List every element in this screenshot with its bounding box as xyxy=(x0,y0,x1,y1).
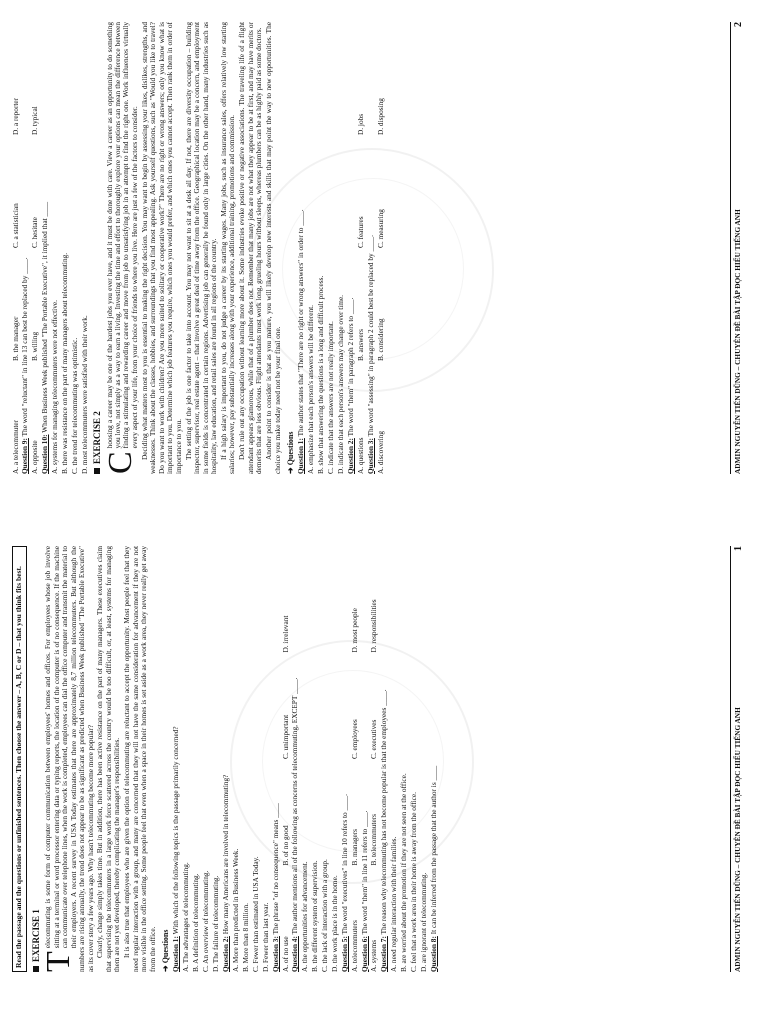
answer-option[interactable]: B. answers xyxy=(356,328,366,361)
answer-option[interactable]: C. a statistician xyxy=(11,203,20,248)
question-text: When Business Week published "The Portable Executive", it implied that ____ xyxy=(39,201,49,433)
question-text: The author states that "There are no right or wrong answers" in order to ____. xyxy=(296,209,306,437)
answer-options xyxy=(31,22,39,474)
question-list xyxy=(297,22,385,474)
answer-option[interactable]: D. are ignorant of telecommuting. xyxy=(418,872,428,972)
question-item xyxy=(430,546,438,972)
question-text: The reason why telecommuting has not become popular is that the employees ____. xyxy=(378,689,388,935)
answer-options xyxy=(377,22,385,474)
page-1 xyxy=(0,512,768,1024)
question-item xyxy=(361,546,379,972)
paragraph: If a high salary is important to you, do not judge a career by its starting wages. Many jobs, such as insurance sales, offers relatively low starting salaries; however, pay substantially increases along with your experience, additional training, promotions and commission. xyxy=(218,22,237,474)
answer-option[interactable]: B. the different system of supervision. xyxy=(310,860,320,972)
answer-option[interactable]: C. An overview of telecommuting. xyxy=(201,870,211,972)
answer-option[interactable]: C. unimportant xyxy=(280,714,290,759)
question-number: Question 6: xyxy=(359,936,369,972)
paragraph: Don't rule out any occupation without learning more about it. Some industries evoke positive or negative associations. The traveling life of a flight attendant appears glamorous, while that of a plumber does not. Remember that many jobs are not what they appear to be at first, and may have merits or demerits that are less obvious. Flight attendants must work long, grueling hours without sleeps, whereas plumbers can be as highly paid as some doctors. xyxy=(237,22,264,474)
question-item xyxy=(297,22,345,474)
question-number: Question 2: xyxy=(346,438,356,474)
question-stem xyxy=(222,546,230,972)
answer-option[interactable]: D. jobs xyxy=(356,113,366,135)
paragraph: It is also true that employees who are given the option of telecommuting are reluctant to accept the opportunity. Most people feel that they need regular interaction with a group, and many are concerned that they will not have the same consideration for advancement if they are not more visible in the office setting. Some people feel that even when a space in their homes is set aside as a work area, they never really get away from the office. xyxy=(122,546,157,972)
question-item xyxy=(222,546,270,972)
paragraph-text: elecommuting is some form of computer communication between employees' homes and offices. For employees whose job involve sitting at a terminal or word processor entering data or typing reports, the location of the computer is of no consequence. If the machine can communicate over telephone lines, when the work is completed, employees can dial the office computer and transmit the material to their employers. A recent survey in USA Today estimates that there are approximately 8,7 million telecommuters. But although the numbers are rising annually, the trend does not appear to be as significant as predicted when Business Week published "The Portable Executive" as its cover story a few years ago. Why hasn't telecommuting become more popular? xyxy=(43,546,95,972)
question-number: Question 1: xyxy=(296,438,306,474)
answer-option[interactable]: D. disposing xyxy=(375,98,385,135)
answer-option[interactable]: D. indicate that each person's answers may change over time. xyxy=(336,294,346,474)
questions-heading: ➜ Questions xyxy=(161,929,171,972)
question-stem xyxy=(297,22,305,474)
answer-option[interactable]: A. need regular interaction with their families. xyxy=(388,836,398,972)
answer-option[interactable]: C. hesitate xyxy=(30,217,40,248)
question-text: The author mentions all of the following as concerns of telecommuting, EXCEPT ____. xyxy=(290,677,300,935)
question-text: The word "reluctant" in line 13 can best be replaced by ____. xyxy=(20,257,30,437)
question-text: How many Americans are involved in telecommuting? xyxy=(221,774,231,935)
answer-options xyxy=(282,546,290,972)
answer-option[interactable]: D. the work place is in the home. xyxy=(330,875,340,972)
answer-option[interactable]: B. considering xyxy=(375,318,385,361)
instruction-box: Read the passage and the questions or unfinished sentences. Then choose the answer – A, B, C or D – that you think fits best. xyxy=(12,546,27,972)
question-text: The word "them" in line 11 refers to ____. xyxy=(359,810,369,935)
square-bullet-icon xyxy=(94,468,100,474)
answer-option[interactable]: D. a reporter xyxy=(11,97,20,135)
answer-option[interactable]: D. The failure of telecommuting. xyxy=(211,875,221,972)
answer-option[interactable]: B. there was resistance on the part of many managers about telecommuting. xyxy=(59,252,69,474)
answer-option[interactable]: A. questions xyxy=(356,437,366,474)
answer-option[interactable]: A. opposite xyxy=(30,440,40,474)
answer-option[interactable]: B. of no good xyxy=(280,825,290,866)
question-stem xyxy=(172,546,180,972)
question-stem xyxy=(21,22,29,474)
question-number: Question 5: xyxy=(340,936,350,972)
question-text: It can be inferred from the passage that the author is ____ xyxy=(428,765,438,935)
page-2-column xyxy=(12,22,716,474)
paragraph xyxy=(40,546,95,972)
question-item xyxy=(367,22,385,474)
paragraph xyxy=(101,22,140,474)
question-text: The phrase "of no consequence" means ____ xyxy=(270,803,280,935)
answer-option[interactable]: B. A definition of telecommuting. xyxy=(191,873,201,972)
answer-option[interactable]: D. most telecommuters were satisfied with their work. xyxy=(79,315,89,474)
page-1-column xyxy=(12,546,716,972)
questions-title: Questions xyxy=(286,431,296,466)
question-stem xyxy=(380,546,388,972)
answer-option[interactable]: C. measuring xyxy=(375,209,385,248)
question-number: Question 4: xyxy=(290,936,300,972)
answer-option[interactable]: A. systems for managing telecommuters were not effective. xyxy=(49,300,59,474)
answer-option[interactable]: D. typical xyxy=(30,106,40,135)
square-bullet-icon xyxy=(33,966,39,972)
question-item xyxy=(41,22,89,474)
footer-title: ADMIN NGUYỄN TIẾN DŨNG – CHUYÊN ĐỀ BÀI TẬP ĐỌC HIỂU TIẾNG ANH xyxy=(733,209,742,474)
paragraph: Another point to consider is that as you mature, you will likely develop new interests and skills that may point the way to new opportunities. The choice you make today need not be your final one. xyxy=(264,22,282,474)
question-item xyxy=(380,546,428,972)
questions-title: Questions xyxy=(161,929,171,964)
question-number: Question 7: xyxy=(378,936,388,972)
answer-option[interactable]: B. telecommuters xyxy=(369,814,379,866)
answer-option[interactable]: A. More than predicted in Business Week. xyxy=(231,848,241,972)
paragraph-text: hoosing a career may be one of the hardest jobs you ever have, and it must be done with care. View a career as an opportunity to do something you love, not simply as a way to earn a living. Investing the time and effort to thoroughly explore your options can mean the difference between finding a stimulating and rewarding career and move from job to unsatisfying job in an attempt to find the right one. Work influences virtually every aspect of your life, from your choice of friends to where you live. Here are just a few of the factors to consider. xyxy=(104,22,139,449)
question-stem xyxy=(361,546,369,972)
exercise-title: EXERCISE 1 xyxy=(30,909,41,962)
question-item xyxy=(347,22,365,474)
question-item xyxy=(21,22,39,474)
question-stem xyxy=(272,546,280,972)
question-item xyxy=(272,546,290,972)
answer-option[interactable]: C. executives xyxy=(369,719,379,759)
paragraph: Deciding what matters most to you is essential to making the right decision. You may want to begin by assessing your likes, dislikes, strengths, and weaknesses. Think about the classes, hobbies, and surroundings that you find most appealing. Ask yourself questions, such as "Would you like to travel? Do you want to work with children? Are you more suited to solitary or cooperative work?" There are no right or wrong answers; only you know what is important to you. Determine which job features you require, which ones you would prefer, and which ones you cannot accept. Then rank them in order of importance to you. xyxy=(139,22,183,474)
answer-option[interactable]: B. More than 8 million. xyxy=(241,903,251,972)
question-stem xyxy=(291,546,299,972)
questions-heading: ➜ Questions xyxy=(286,431,296,474)
answer-option[interactable]: C. features xyxy=(356,216,366,248)
question-number: Question 3: xyxy=(270,936,280,972)
question-stem xyxy=(41,22,49,474)
drop-cap: T xyxy=(40,951,78,972)
question-text: The word "executives" in line 10 refers to ____. xyxy=(340,794,350,935)
question-text: With which of the following topics is the passage primarily concerned? xyxy=(171,726,181,935)
answer-option[interactable]: C. feel that a work area in their home is away from the office. xyxy=(408,792,418,972)
answer-option[interactable]: C. employees xyxy=(350,719,360,759)
answer-option[interactable]: D. Fewer than last year. xyxy=(260,902,270,972)
answer-option[interactable]: A. The advantages of telecommuting. xyxy=(181,862,191,972)
answer-options xyxy=(370,546,378,972)
page-footer xyxy=(730,22,744,474)
question-number: Question 9: xyxy=(20,438,30,474)
page-footer xyxy=(730,546,744,972)
question-item xyxy=(172,546,220,972)
answer-option[interactable]: D. most people xyxy=(350,608,360,653)
answer-option[interactable]: B. managers xyxy=(350,829,360,866)
question-number: Question 3: xyxy=(365,438,375,474)
question-text: The word "assessing" in paragraph 2 could best be replaced by ____. xyxy=(365,235,375,437)
question-number: Question 8: xyxy=(428,936,438,972)
question-stem xyxy=(341,546,349,972)
answer-option[interactable]: A. of no use xyxy=(280,936,290,972)
question-list xyxy=(21,22,89,474)
answer-option[interactable]: B. show that answering the questions is a long and difficult process. xyxy=(316,275,326,474)
question-text: The word "them" in paragraph 2 refers to ____. xyxy=(346,297,356,437)
answer-option[interactable]: C. indicate that the answers are not really important. xyxy=(326,321,336,474)
answer-option[interactable]: A. the opportunities for advancement. xyxy=(300,861,310,972)
answer-option[interactable]: A. systems xyxy=(369,939,379,972)
answer-option[interactable]: C. the trend for telecommuting was optimistic. xyxy=(69,337,79,474)
footer-title: ADMIN NGUYỄN TIẾN DŨNG – CHUYÊN ĐỀ BÀI TẬP ĐỌC HIỂU TIẾNG ANH xyxy=(733,707,742,972)
page-number: 1 xyxy=(733,546,744,551)
answer-option[interactable]: C. the lack of interaction with a group. xyxy=(320,859,330,972)
exercise-1-heading xyxy=(31,546,41,972)
paragraph: The setting of the job is one factor to take into account. You may not want to sit at a desk all day. If not, there are diversity occupation – building inspector, supervisor, real estate agent – that involve a great deal of time away from the office. Geographical location may be a concern, and employment in some fields is concentrated in certain regions. Advertising job can generally be found only in large cities. On the other hand, many industries such as hospitality, law education, and retail sales are found in all regions of the country. xyxy=(183,22,218,474)
answer-option[interactable]: C. Fewer than estimated in USA Today. xyxy=(251,856,261,972)
paragraph: Clearly, change simply takes time. But in addition, there has been active resistance on the part of many managers. These executives claim that supervising the telecommuters in a large work force scattered across the country would be too difficult, or, at least, systems for managing them are not yet developed, thereby complicating the manager's responsibilities. xyxy=(95,546,122,972)
passage-2 xyxy=(101,22,283,474)
passage-1 xyxy=(40,546,157,972)
answer-option[interactable]: A. telecommuters xyxy=(350,920,360,972)
answer-option[interactable]: A. discovering xyxy=(375,431,385,474)
question-stem xyxy=(367,22,375,474)
answer-options xyxy=(351,546,359,972)
answer-option[interactable]: B. willing xyxy=(30,331,40,361)
exercise-2-heading xyxy=(92,22,102,474)
question-item xyxy=(341,546,359,972)
answer-option[interactable]: B. are worried about the promotion if they are not seen at the office. xyxy=(398,773,408,972)
question-number: Question 2: xyxy=(221,936,231,972)
answer-options xyxy=(357,22,365,474)
question-number: Question 1: xyxy=(171,936,181,972)
answer-option[interactable]: D. responsibilities xyxy=(369,599,379,653)
answer-option[interactable]: D. irrelevant xyxy=(280,615,290,653)
question-item xyxy=(291,546,339,972)
answer-option[interactable]: A. a telecommuter xyxy=(11,419,20,474)
exercise-title: EXERCISE 2 xyxy=(92,411,103,464)
question-stem xyxy=(430,546,438,972)
page-number: 2 xyxy=(733,22,744,27)
question-list xyxy=(172,546,438,972)
question-stem xyxy=(347,22,355,474)
drop-cap: C xyxy=(101,451,139,474)
question-8-options xyxy=(12,22,20,474)
question-number: Question 10: xyxy=(39,434,49,474)
answer-option[interactable]: A. emphasize that each person's answers will be different. xyxy=(306,305,316,474)
answer-option[interactable]: B. the manager xyxy=(11,316,20,361)
